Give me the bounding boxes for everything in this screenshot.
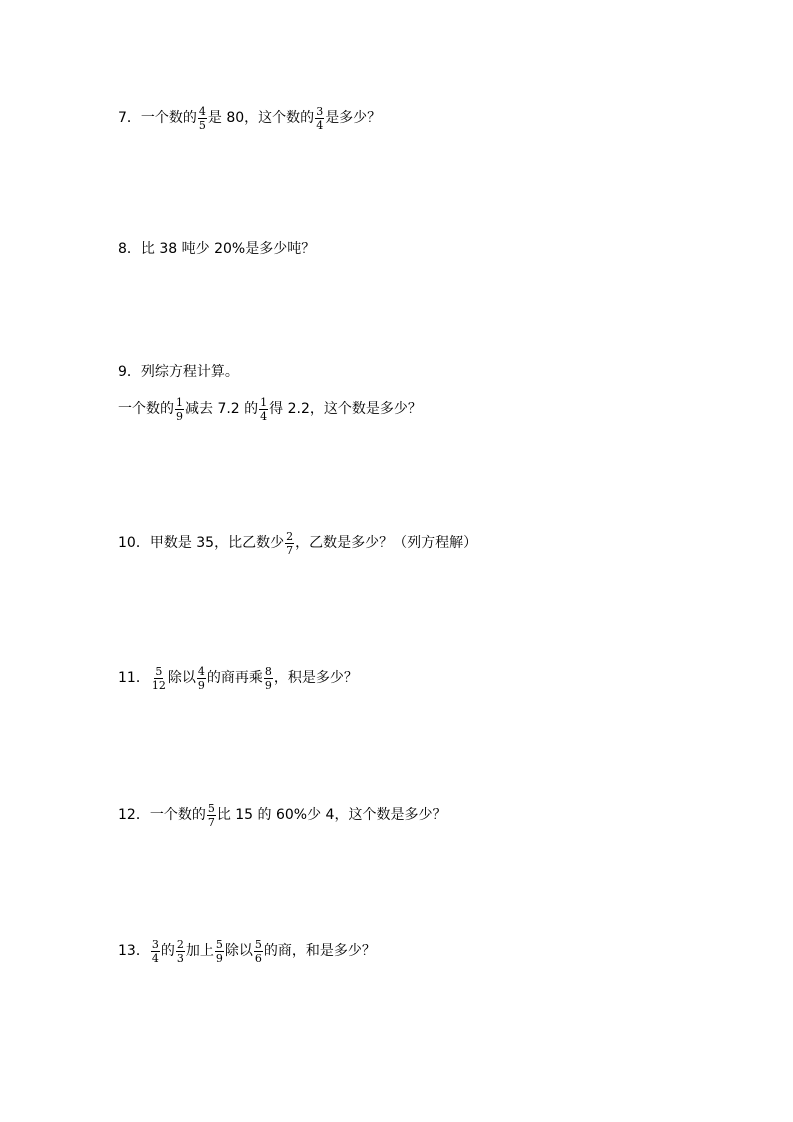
problem-9 — [118, 352, 239, 392]
numerator: 5 — [215, 937, 223, 951]
problem-number: 10． — [118, 535, 150, 551]
numerator: 5 — [254, 937, 262, 951]
numerator: 8 — [264, 664, 272, 678]
problem-text: 甲数是 35，比乙数少 — [149, 535, 285, 551]
problem-number: 12． — [118, 807, 150, 823]
problem-text: 是多少？ — [325, 110, 382, 126]
denominator: 9 — [197, 678, 205, 692]
problem-text: 一个数的 — [118, 401, 174, 417]
fraction — [315, 106, 324, 131]
problem-9-question — [118, 389, 422, 429]
problem-text: 是 80，这个数的 — [207, 110, 315, 126]
problem-11 — [118, 658, 358, 698]
problem-text: 除以 — [167, 670, 196, 686]
problem-text: 的 — [160, 943, 175, 959]
numerator: 1 — [176, 395, 183, 409]
fraction — [207, 803, 216, 828]
problem-text: ，积是多少？ — [273, 670, 358, 686]
denominator: 7 — [286, 543, 294, 557]
denominator: 4 — [260, 409, 268, 423]
problem-text: 比 38 吨少 20%是多少吨？ — [140, 241, 316, 257]
fraction — [259, 397, 268, 422]
fraction — [215, 939, 224, 964]
problem-12 — [118, 795, 446, 835]
fraction — [151, 666, 167, 691]
problem-text: 加上 — [185, 943, 214, 959]
denominator: 5 — [198, 118, 206, 132]
problem-10 — [118, 523, 477, 563]
problem-text: 的商，和是多少？ — [263, 943, 376, 959]
denominator: 6 — [254, 951, 262, 965]
numerator: 3 — [316, 104, 324, 118]
fraction — [197, 666, 206, 691]
denominator: 4 — [316, 118, 324, 132]
problem-number: 7． — [118, 110, 141, 126]
numerator: 5 — [207, 801, 215, 815]
problem-text: 一个数的 — [149, 807, 206, 823]
numerator: 1 — [260, 395, 268, 409]
denominator: 9 — [176, 409, 183, 423]
denominator: 7 — [207, 815, 215, 829]
problem-text: ，乙数是多少？（列方程解） — [295, 535, 478, 551]
problem-7 — [118, 98, 381, 138]
fraction — [198, 106, 207, 131]
numerator: 3 — [151, 937, 159, 951]
denominator: 3 — [176, 951, 184, 965]
problem-text: 列综方程计算。 — [140, 364, 239, 380]
fraction — [264, 666, 273, 691]
problem-number: 8． — [118, 241, 141, 257]
fraction — [176, 939, 185, 964]
fraction — [285, 531, 294, 556]
problem-number: 9． — [118, 364, 141, 380]
denominator: 9 — [215, 951, 223, 965]
fraction — [175, 397, 184, 422]
numerator: 2 — [286, 529, 294, 543]
numerator: 2 — [176, 937, 184, 951]
problem-number: 11． — [118, 670, 150, 686]
problem-text: 得 2.2，这个数是多少？ — [269, 401, 422, 417]
problem-text: 除以 — [224, 943, 253, 959]
numerator: 4 — [198, 104, 206, 118]
problem-text: 的商再乘 — [206, 670, 263, 686]
fraction — [254, 939, 263, 964]
denominator: 4 — [151, 951, 159, 965]
denominator: 12 — [151, 678, 166, 692]
numerator: 4 — [197, 664, 205, 678]
problem-text: 减去 7.2 的 — [185, 401, 259, 417]
denominator: 9 — [264, 678, 272, 692]
problem-text: 比 15 的 60%少 4，这个数是多少？ — [216, 807, 447, 823]
problem-text: 一个数的 — [140, 110, 197, 126]
problem-13 — [118, 931, 376, 971]
problem-8 — [118, 229, 315, 269]
problem-number: 13． — [118, 943, 150, 959]
numerator: 5 — [155, 664, 163, 678]
fraction — [151, 939, 160, 964]
